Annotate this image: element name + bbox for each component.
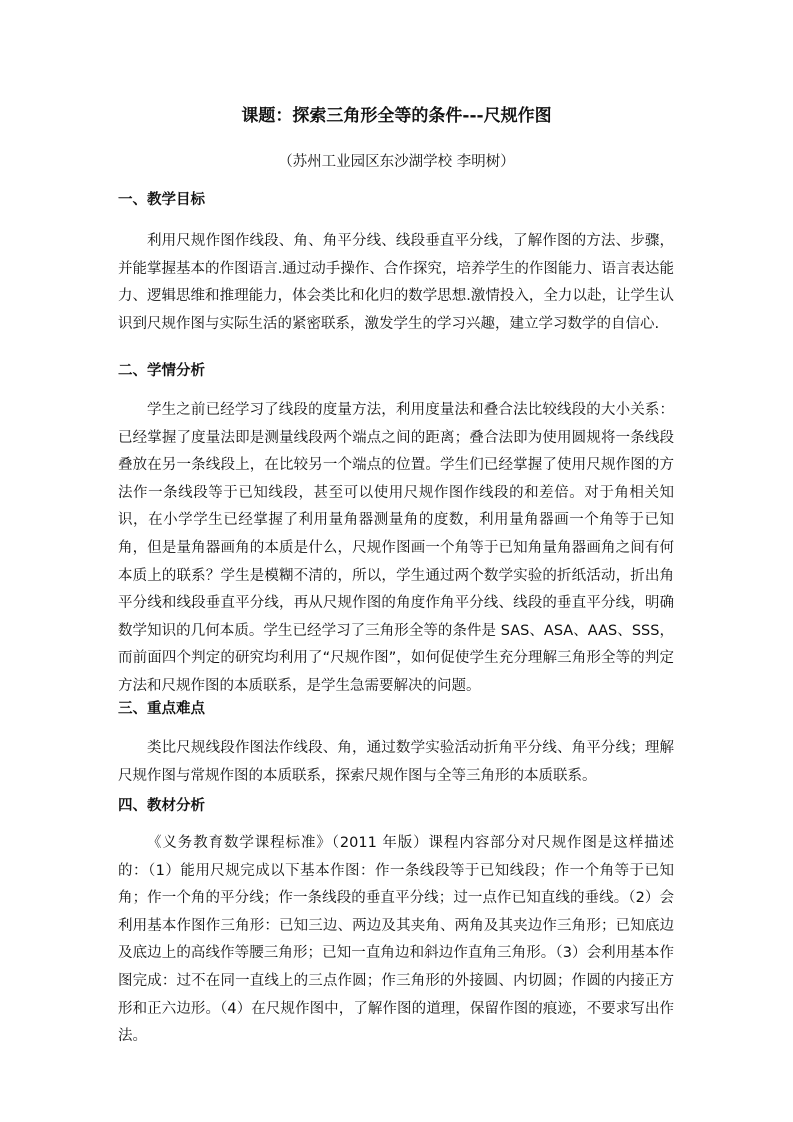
section-heading-student-analysis: 二、学情分析	[118, 363, 205, 379]
section-heading-textbook-analysis: 四、教材分析	[118, 798, 205, 814]
author-line: （苏州工业园区东沙湖学校 李明树）	[278, 154, 515, 170]
section-body-textbook-analysis: 《义务教育数学课程标准》（2011 年版）课程内容部分对尺规作图是这样描述的：（1）能用尺规完成以下基本作图：作一条线段等于已知线段；作一个角等于已知角；作一个角的平分线；作一条线段的垂直平分线；过一点作已知直线的垂线。（2）会利用基本作图作三角形：已知三边、两边及其夹角、两角及其夹边作三角形；已知底边及底边上的高线作等腰三角形；已知一直角边和斜边作直角三角形。（3）会利用基本作图完成：过不在同一直线上的三点作圆；作三角形的外接圆、内切圆；作圆的内接正方形和正六边形。（4）在尺规作图中，了解作图的道理，保留作图的痕迹，不要求写出作法。	[118, 835, 674, 1045]
section-heading-objectives: 一、教学目标	[118, 192, 205, 208]
section-body-student-analysis: 学生之前已经学习了线段的度量方法，利用度量法和叠合法比较线段的大小关系：已经掌握了度量法即是测量线段两个端点之间的距离；叠合法即为使用圆规将一条线段叠放在另一条线段上，在比较另一个端点的位置。学生们已经掌握了使用尺规作图的方法作一条线段等于已知线段，甚至可以使用尺规作图作线段的和差倍。对于角相关知识，在小学学生已经掌握了利用量角器测量角的度数，利用量角器画一个角等于已知角，但是量角器画角的本质是什么，尺规作图画一个角等于已知角量角器画角之间有何本质上的联系？学生是模糊不清的，所以，学生通过两个数学实验的折纸活动，折出角平分线和线段垂直平分线，再从尺规作图的角度作角平分线、线段的垂直平分线，明确数学知识的几何本质。学生已经学习了三角形全等的条件是 SAS、ASA、AAS、SSS，而前面四个判定的研究均利用了“尺规作图”，如何促使学生充分理解三角形全等的判定方法和尺规作图的本质联系，是学生急需要解决的问题。	[118, 402, 674, 694]
section-body-objectives: 利用尺规作图作线段、角、角平分线、线段垂直平分线，了解作图的方法、步骤，并能掌握基本的作图语言.通过动手操作、合作探究，培养学生的作图能力、语言表达能力、逻辑思维和推理能力，体会类比和化归的数学思想.激情投入，全力以赴，让学生认识到尺规作图与实际生活的紧密联系，激发学生的学习兴趣，建立学习数学的自信心.	[118, 233, 674, 332]
section-body-key-points: 类比尺规线段作图法作线段、角，通过数学实验活动折角平分线、角平分线；理解尺规作图与常规作图的本质联系，探索尺规作图与全等三角形的本质联系。	[118, 740, 674, 784]
section-heading-key-points: 三、重点难点	[118, 701, 205, 717]
document-title: 课题：探索三角形全等的条件---尺规作图	[241, 106, 552, 126]
